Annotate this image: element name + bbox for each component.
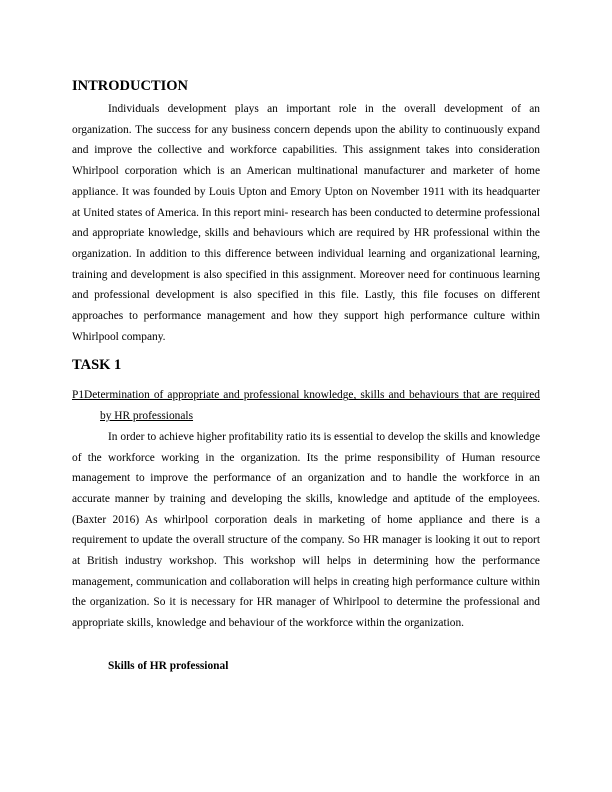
introduction-heading: INTRODUCTION [72, 78, 189, 94]
task1-paragraph: In order to achieve higher profitability ratio its is essential to develop the skills and knowledge of the workforce working in the organization. Its the prime responsibility of Human resource management to improve the performance of an organization and to handle the workforce in an accurate manner by training and developing the skills, knowledge and aptitude of the employees.(Baxter 2016) As whirlpool corporation deals in marketing of home appliance and there is a requirement to update the overall structure of the company. So HR manager is looking it out to report at British industry workshop. This workshop will helps in determining how the performance management, communication and collaboration will helps in creating high performance culture within the organization. So it is necessary for HR manager of Whirlpool to determine the professional and appropriate skills, knowledge and behaviour of the workforce within the organization. [72, 430, 540, 630]
page-content [72, 76, 540, 676]
skills-heading: Skills of HR professional [108, 659, 229, 672]
p1-subheading: P1Determination of appropriate and professional knowledge, skills and behaviours that are required by HR professionals [72, 389, 540, 423]
introduction-paragraph: Individuals development plays an important role in the overall development of an organization. The success for any business concern depends upon the ability to continuously expand and improve the collective and workforce capabilities. This assignment takes into consideration Whirlpool corporation which is an American multinational manufacturer and marketer of home appliance. It was founded by Louis Upton and Emory Upton on November 1911 with its headquarter at United states of America. In this report mini- research has been conducted to determine professional and appropriate knowledge, skills and behaviours which are required by HR professional within the organization. In addition to this difference between individual learning and organizational learning, training and development is also specified in this assignment. Moreover need for continuous learning and professional development is also specified in this file. Lastly, this file focuses on different approaches to performance management and how they support high performance culture within Whirlpool company. [72, 103, 540, 343]
task1-heading: TASK 1 [72, 357, 122, 374]
